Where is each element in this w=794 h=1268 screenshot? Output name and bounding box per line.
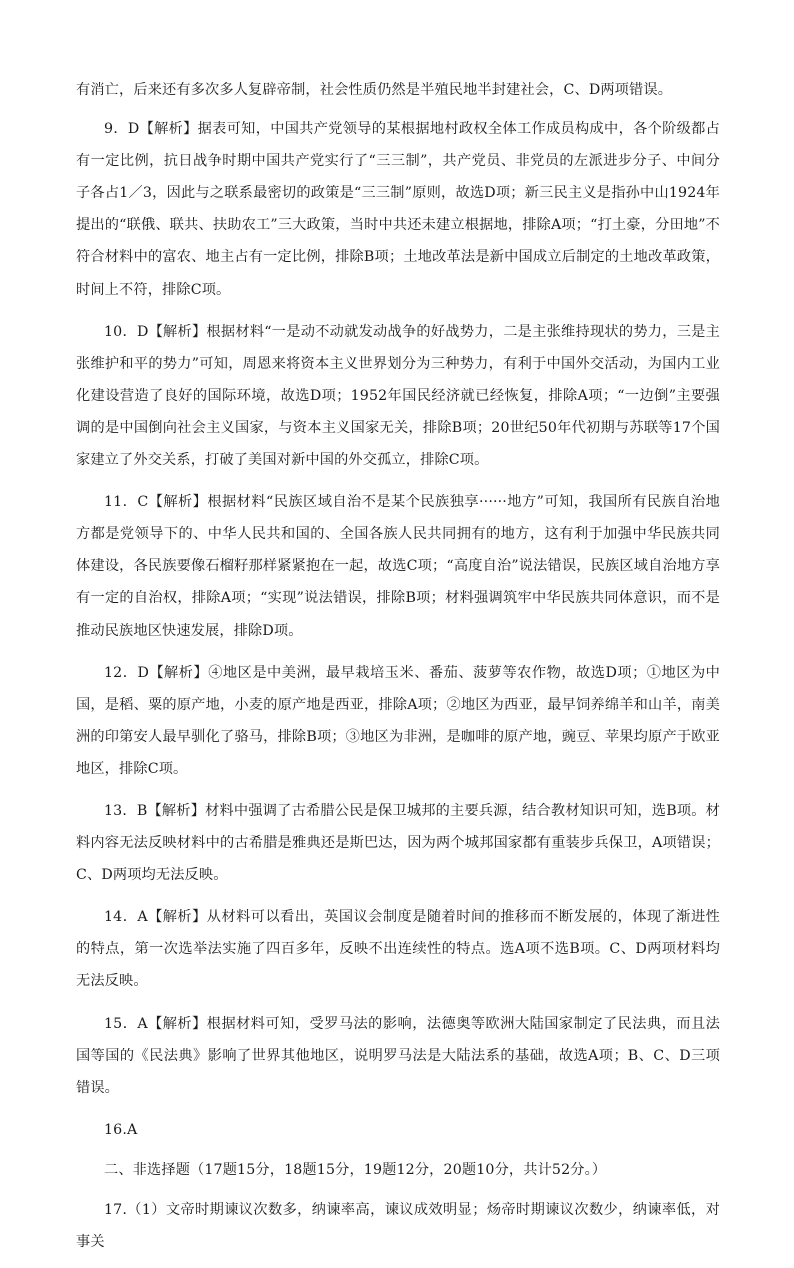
answer-15: 15．A【解析】根据材料可知，受罗马法的影响，法德奥等欧洲大陆国家制定了民法典，而且法国等国的《民法典》影响了世界其他地区，说明罗马法是大陆法系的基础，故选A项；B、C、D三项错误。 [76,1015,720,1096]
answer-9: 9．D【解析】据表可知，中国共产党领导的某根据地村政权全体工作成员构成中，各个阶级都占有一定比例，抗日战争时期中国共产党实行了“三三制”，共产党员、非党员的左派进步分子、中间分子各占1／3，因此与之联系最密切的政策是“三三制”原则，故选D项；新三民主义是指孙中山1924年提出的“联俄、联共、扶助农工”三大政策，当时中共还未建立根据地，排除A项；“打土豪，分田地”不符合材料中的富农、地主占有一定比例，排除B项；土地改革法是新中国成立后制定的土地改革政策，时间上不符，排除C项。 [76,121,720,298]
paragraph-continuation: 有消亡，后来还有多次多人复辟帝制，社会性质仍然是半殖民地半封建社会，C、D两项错误。 [76,82,673,98]
answer-16: 16.A [104,1121,138,1138]
answer-13: 13．B【解析】材料中强调了古希腊公民是保卫城邦的主要兵源，结合教材知识可知，选B项。材料内容无法反映材料中的古希腊是雅典还是斯巴达，因为两个城邦国家都有重装步兵保卫，A项错误；C、D两项均无法反映。 [76,802,720,884]
document-page [76,74,720,1268]
answer-12: 12．D【解析】④地区是中美洲，最早栽培玉米、番茄、菠萝等农作物，故选D项；①地区为中国，是稻、粟的原产地，小麦的原产地是西亚，排除A项；②地区为西亚，最早饲养绵羊和山羊，南美洲的印第安人最早驯化了骆马，排除B项；③地区为非洲，是咖啡的原产地，豌豆、苹果均原产于欧亚地区，排除C项。 [76,664,720,777]
section-heading-non-choice: 二、非选择题（17题15分，18题15分，19题12分，20题10分，共计52分。） [104,1161,607,1178]
answer-14: 14．A【解析】从材料可以看出，英国议会制度是随着时间的推移而不断发展的，体现了渐进性的特点，第一次选举法实施了四百多年，反映不出连续性的特点。选A项不选B项。C、D两项材料均无法反映。 [76,909,720,990]
answer-10: 10．D【解析】根据材料“一是动不动就发动战争的好战势力，二是主张维持现状的势力，三是主张维护和平的势力”可知，周恩来将资本主义世界划分为三种势力，有利于中国外交活动，为国内工业化建设营造了良好的国际环境，故选D项；1952年国民经济就已经恢复，排除A项；“一边倒”主要强调的是中国倒向社会主义国家，与资本主义国家无关，排除B项；20世纪50年代初期与苏联等17个国家建立了外交关系，打破了美国对新中国的外交孤立，排除C项。 [76,323,720,469]
answer-11: 11．C【解析】根据材料“民族区域自治不是某个民族独享······地方”可知，我国所有民族自治地方都是党领导下的、中华人民共和国的、全国各族人民共同拥有的地方，这有利于加强中华民族共同体建设，各民族要像石榴籽那样紧紧抱在一起，故选C项；“高度自治”说法错误，民族区域自治地方享有一定的自治权，排除A项；“实现”说法错误，排除B项；材料强调筑牢中华民族共同体意识，而不是推动民族地区快速发展，排除D项。 [76,494,720,639]
answer-17: 17.（1）文帝时期谏议次数多，纳谏率高，谏议成效明显；炀帝时期谏议次数少，纳谏率低，对事关 [76,1202,720,1251]
